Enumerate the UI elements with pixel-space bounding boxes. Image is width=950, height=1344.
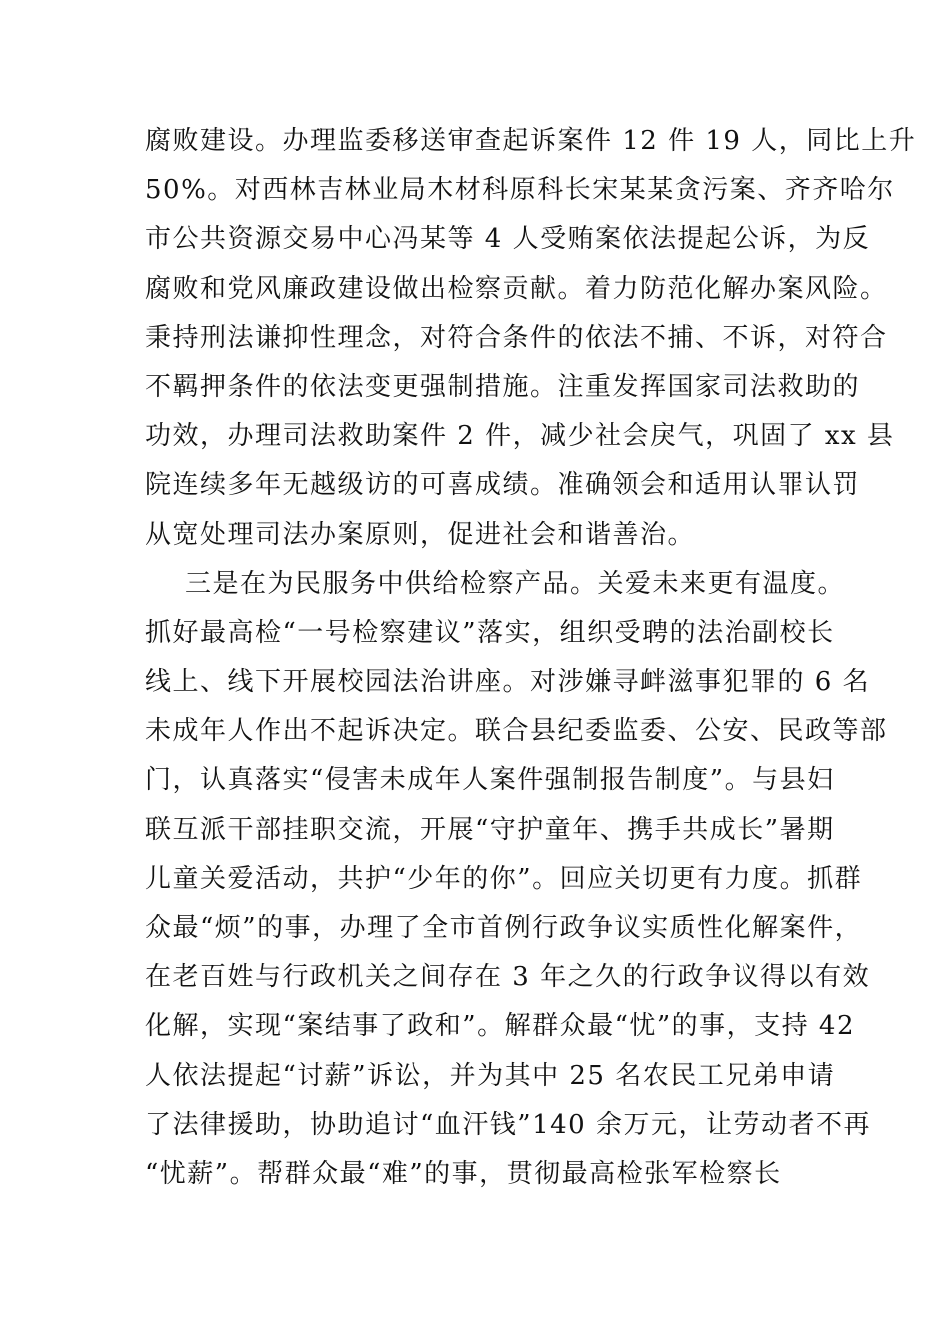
- text-line: 秉持刑法谦抑性理念，对符合条件的依法不捕、不诉，对符合: [145, 322, 888, 353]
- text-line: 未成年人作出不起诉决定。联合县纪委监委、公安、民政等部: [145, 716, 888, 747]
- text-line: 在老百姓与行政机关之间存在 3 年之久的行政争议得以有效: [145, 962, 871, 993]
- text-line: 腐败建设。办理监委移送审查起诉案件 12 件 19 人，同比上升: [145, 126, 917, 156]
- text-line: 抓好最高检“一号检察建议”落实，组织受聘的法治副校长: [145, 617, 835, 648]
- text-line: “忧薪”。帮群众最“难”的事，贯彻最高检张军检察长: [145, 1158, 782, 1189]
- text-line: 市公共资源交易中心冯某等 4 人受贿案依法提起公诉，为反: [145, 224, 871, 255]
- text-line: 联互派干部挂职交流，开展“守护童年、携手共成长”暑期: [145, 814, 835, 845]
- text-line: 不羁押条件的依法变更强制措施。注重发挥国家司法救助的: [145, 371, 861, 402]
- text-line: 院连续多年无越级访的可喜成绩。准确领会和适用认罪认罚: [145, 470, 861, 501]
- text-line: 门，认真落实“侵害未成年人案件强制报告制度”。与县妇: [145, 765, 835, 796]
- text-line: 了法律援助，协助追讨“血汗钱”140 余万元，让劳动者不再: [145, 1109, 871, 1140]
- text-line: 线上、线下开展校园法治讲座。对涉嫌寻衅滋事犯罪的 6 名: [145, 667, 871, 698]
- text-line: 人依法提起“讨薪”诉讼，并为其中 25 名农民工兄弟申请: [145, 1060, 836, 1091]
- text-line: 从宽处理司法办案原则，促进社会和谐善治。: [145, 519, 696, 550]
- text-line: 儿童关爱活动，共护“少年的你”。回应关切更有力度。抓群: [145, 863, 863, 894]
- text-line: 众最“烦”的事，办理了全市首例行政争议实质性化解案件，: [145, 913, 863, 943]
- paragraph-start-line: 三是在为民服务中供给检察产品。关爱未来更有温度。: [185, 568, 846, 599]
- text-line: 功效，办理司法救助案件 2 件，减少社会戾气，巩固了 xx 县: [145, 421, 895, 452]
- text-line: 腐败和党风廉政建设做出检察贡献。着力防范化解办案风险。: [145, 273, 888, 304]
- body-text: [145, 117, 917, 1199]
- text-line: 化解，实现“案结事了政和”。解群众最“忧”的事，支持 42: [145, 1011, 856, 1042]
- text-line: 50%。对西林吉林业局木材科原科长宋某某贪污案、齐齐哈尔: [145, 175, 895, 206]
